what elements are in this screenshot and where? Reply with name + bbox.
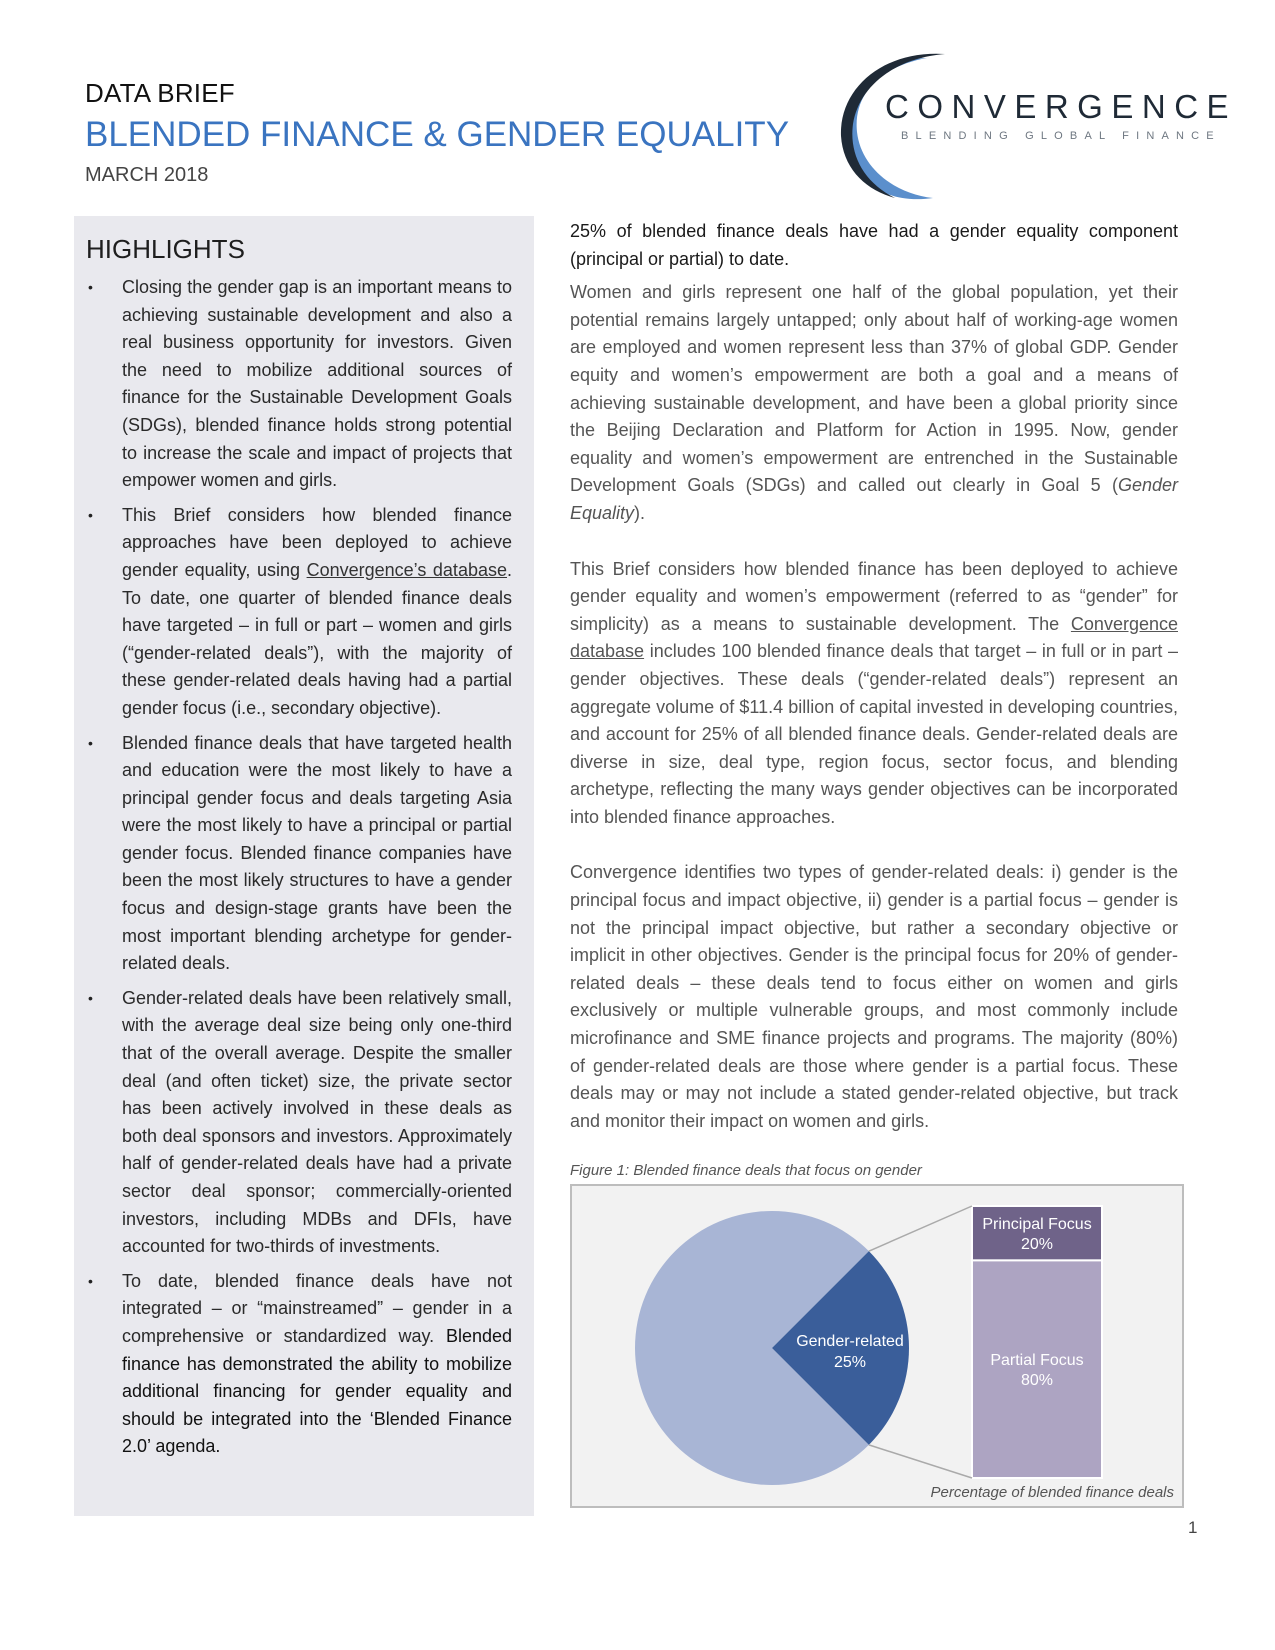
highlight-text: Blended finance deals that have targeted health and education were the most likely to have a principal gender focus and deals targeting Asia were the most likely to have a principal or partial gender focus. Blended finance companies have been the most likely structures to have a gender focus and design-stage grants have been the most important blending archetype for gender-related deals. xyxy=(122,732,512,974)
p1-end: ). xyxy=(634,502,646,523)
publication-date: MARCH 2018 xyxy=(85,164,209,186)
highlight-item xyxy=(74,730,532,978)
highlight-text: To date, blended finance deals have not integrated – or “mainstreamed” – gender in a comprehensive or standardized way. xyxy=(122,1270,512,1346)
segment-label: Partial Focus xyxy=(990,1352,1084,1370)
bullet-icon: • xyxy=(88,506,93,523)
highlight-text: Gender-related deals have been relatively small, with the average deal size being only one-third that of the overall average. Despite the smaller deal (and often ticket) size, the private sector has been actively involved in these deals as both deal sponsors and investors. Approximately half of gender-related deals have had a private sector deal sponsor; commercially-oriented investors, including MDBs and DFIs, have accounted for two-thirds of investments. xyxy=(122,987,512,1257)
figure-caption: Figure 1: Blended finance deals that focus on gender xyxy=(570,1162,922,1179)
convergence-database-link[interactable]: Convergence’s database xyxy=(306,559,507,580)
logo-tagline: BLENDING GLOBAL FINANCE xyxy=(901,130,1221,142)
figure-1-chart xyxy=(570,1184,1184,1508)
logo-crescent-icon xyxy=(835,48,955,208)
highlight-item xyxy=(74,1268,532,1461)
highlight-item xyxy=(74,985,532,1261)
slice-value-label: 25% xyxy=(833,1354,867,1371)
bullet-icon: • xyxy=(88,1272,93,1289)
connector-line xyxy=(869,1206,972,1251)
highlight-text: . To date, one quarter of blended finance deals have targeted – in full or part – women and girls (“gender-related deals”), with the majority of these gender-related deals having had a partial gender focus (i.e., secondary objective). xyxy=(122,559,512,718)
highlights-panel xyxy=(74,216,534,1516)
convergence-logo xyxy=(835,48,1238,208)
p1-italic: Gender Equality xyxy=(570,475,1178,523)
p2-text: This Brief considers how blended finance has been deployed to achieve gender equality and women’s empowerment (referred to as “gender” for simplicity) as a means to sustainable development. The xyxy=(570,558,1178,634)
highlight-emphasis: Blended finance has demonstrated the ability to mobilize additional financing for gender equality and should be integrated into the ‘Blended Finance 2.0’ agenda. xyxy=(122,1325,512,1457)
chart-footnote: Percentage of blended finance deals xyxy=(930,1484,1174,1501)
highlights-heading: HIGHLIGHTS xyxy=(86,234,245,264)
highlight-text: Closing the gender gap is an important means to achieving sustainable development and also a real business opportunity for investors. Given the need to mobilize additional sources of finance for the Sustainable Development Goals (SDGs), blended finance holds strong potential to increase the scale and impact of projects that empower women and girls. xyxy=(122,277,512,491)
highlight-text: This Brief considers how blended finance approaches have been deployed to achieve gender equality, using xyxy=(122,504,512,580)
body-column xyxy=(570,218,1178,1163)
connector-line xyxy=(869,1445,972,1478)
page-number: 1 xyxy=(1188,1518,1198,1537)
highlight-item xyxy=(74,502,532,723)
logo-wordmark: CONVERGENCE xyxy=(885,88,1238,125)
lead-statement: 25% of blended finance deals have had a gender equality component (principal or partial) to date. xyxy=(570,221,1178,269)
body-paragraph-2 xyxy=(570,556,1178,832)
page-title: BLENDED FINANCE & GENDER EQUALITY xyxy=(85,115,790,154)
highlights-list xyxy=(74,274,532,1468)
p1-text: Women and girls represent one half of the global population, yet their potential remains largely untapped; only about half of working-age women are employed and women represent less than 37% of global GDP. Gender equity and women’s empowerment are both a goal and a means of achieving sustainable development, and have been a global priority since the Beijing Declaration and Platform for Action in 1995. Now, gender equality and women’s empowerment are entrenched in the Sustainable Development Goals (SDGs) and called out clearly in Goal 5 ( xyxy=(570,282,1178,496)
bullet-icon: • xyxy=(88,734,93,751)
highlight-item xyxy=(74,274,532,495)
bullet-icon: • xyxy=(88,989,93,1006)
p2-end: includes 100 blended finance deals that target – in full or in part – gender objectives. These deals (“gender-related deals”) represent an aggregate volume of $11.4 billion of capital invested in developing countries, and account for 25% of all blended finance deals. Gender-related deals are diverse in size, deal type, region focus, sector focus, and blending archetype, reflecting the many ways gender objectives can be incorporated into blended finance approaches. xyxy=(570,641,1178,827)
segment-value-label: 80% xyxy=(1020,1372,1054,1390)
convergence-database-link[interactable]: Convergence database xyxy=(570,613,1178,662)
body-paragraph-1 xyxy=(570,279,1178,527)
bullet-icon: • xyxy=(88,279,93,295)
slice-label: Gender-related xyxy=(796,1333,904,1350)
doc-type-label: DATA BRIEF xyxy=(85,78,235,108)
segment-value-label: 20% xyxy=(1020,1236,1054,1254)
segment-label: Principal Focus xyxy=(982,1216,1092,1234)
pie-of-bar-chart xyxy=(572,1186,1182,1506)
body-paragraph-3: Convergence identifies two types of gender-related deals: i) gender is the principal focus and impact objective, ii) gender is a partial focus – gender is not the principal impact objective, but rather a secondary objective or implicit in other objectives. Gender is the principal focus for 20% of gender-related deals – these deals tend to focus either on women and girls exclusively or multiple vulnerable groups, and most commonly include microfinance and SME finance projects and programs. The majority (80%) of gender-related deals are those where gender is a partial focus. These deals may or may not include a stated gender-related objective, but track and monitor their impact on women and girls. xyxy=(570,862,1178,1131)
